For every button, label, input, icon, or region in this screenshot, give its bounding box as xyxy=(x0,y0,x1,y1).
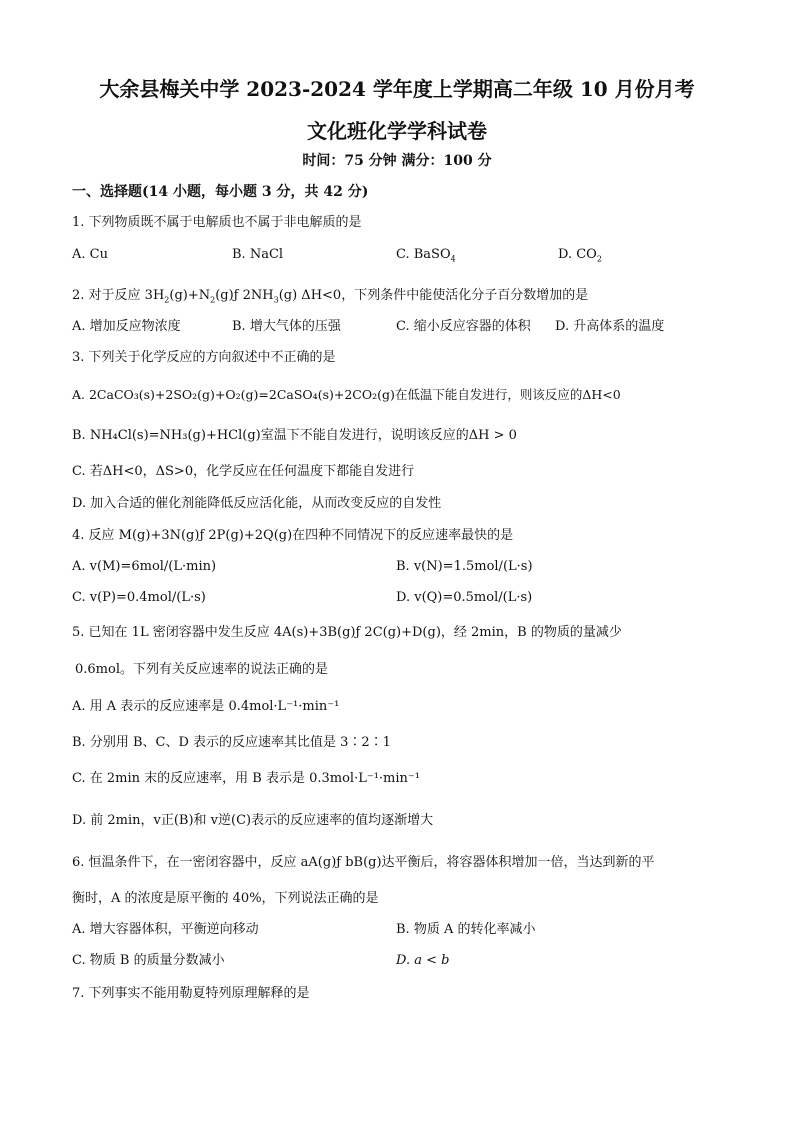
question-4-option-d: D. v(Q)=0.5mol/(L·s) xyxy=(396,590,533,605)
question-2-stem: 2. 对于反应 $3H_2(g)+N_2(g)ƒ$ $2NH_3(g)$ ΔH<0，下列条件中能使活化分子百分数增加的是 xyxy=(72,288,589,305)
question-4-option-a: A. v(M)=6mol/(L·min) xyxy=(72,559,217,574)
question-3-option-d: D. 加入合适的催化剂能降低反应活化能，从而改变反应的自发性 xyxy=(72,496,442,511)
question-2-option-c: C. 缩小反应容器的体积 xyxy=(396,319,531,334)
question-2-option-a: A. 增加反应物浓度 xyxy=(72,319,181,334)
question-6-option-a: A. 增大容器体积，平衡逆向移动 xyxy=(72,922,259,937)
question-6-option-c: C. 物质 B 的质量分数减小 xyxy=(72,953,225,968)
question-1-option-a: A. Cu xyxy=(72,247,108,262)
exam-title: 大余县梅关中学 2023-2024 学年度上学期高二年级 10 月份月考 xyxy=(99,77,695,101)
section-heading: 一、选择题(14 小题，每小题 3 分，共 42 分) xyxy=(72,184,369,200)
question-1-option-d: D. $CO_2$ xyxy=(558,247,602,264)
question-6-stem-line2: 衡时，A 的浓度是原平衡的 40%，下列说法正确的是 xyxy=(72,891,379,906)
question-6-stem-line1: 6. 恒温条件下，在一密闭容器中，反应 aA(g)ƒ bB(g)达平衡后，将容器体积增加一倍，当达到新的平 xyxy=(72,855,655,870)
question-1-option-c: C. BaSO$_4$ xyxy=(396,247,456,264)
question-3-option-b: B. NH₄Cl(s)=NH₃(g)+HCl(g)室温下不能自发进行，说明该反应的ΔH > 0 xyxy=(72,428,517,443)
question-2-option-d: D. 升高体系的温度 xyxy=(555,319,665,334)
exam-subtitle: 文化班化学学科试卷 xyxy=(307,119,487,143)
exam-info: 时间：75 分钟 满分：100 分 xyxy=(302,153,492,169)
question-4-option-c: C. v(P)=0.4mol/(L·s) xyxy=(72,590,206,605)
question-5-stem-line1: 5. 已知在 1L 密闭容器中发生反应 4A(s)+3B(g)ƒ 2C(g)+D(g)，经 2min，B 的物质的量减少 xyxy=(72,625,622,640)
question-5-option-b: B. 分别用 B、C、D 表示的反应速率其比值是 3∶2∶1 xyxy=(72,735,391,750)
question-5-stem-line2: 0.6mol。下列有关反应速率的说法正确的是 xyxy=(75,662,328,677)
question-5-option-c: C. 在 2min 末的反应速率，用 B 表示是 0.3mol·L⁻¹·min⁻¹ xyxy=(72,771,420,786)
question-6-option-b: B. 物质 A 的转化率减小 xyxy=(396,922,536,937)
question-3-option-c: C. 若ΔH<0，ΔS>0，化学反应在任何温度下都能自发进行 xyxy=(72,464,415,479)
question-3-option-a: A. 2CaCO₃(s)+2SO₂(g)+O₂(g)=2CaSO₄(s)+2CO₂(g)在低温下能自发进行，则该反应的ΔH<0 xyxy=(72,387,621,402)
question-1-option-b: B. NaCl xyxy=(232,247,284,262)
question-5-option-a: A. 用 A 表示的反应速率是 0.4mol·L⁻¹·min⁻¹ xyxy=(72,699,340,714)
question-5-option-d: D. 前 2min，v正(B)和 v逆(C)表示的反应速率的值均逐渐增大 xyxy=(72,813,434,828)
question-7-stem: 7. 下列事实不能用勒夏特列原理解释的是 xyxy=(72,986,310,1001)
question-3-stem: 3. 下列关于化学反应的方向叙述中不正确的是 xyxy=(72,350,336,365)
question-6-option-d: D. a < b xyxy=(396,953,450,968)
question-1-stem: 1. 下列物质既不属于电解质也不属于非电解质的是 xyxy=(72,215,362,230)
question-2-option-b: B. 增大气体的压强 xyxy=(232,319,341,334)
question-4-stem: 4. 反应 M(g)+3N(g)ƒ 2P(g)+2Q(g)在四种不同情况下的反应速率最快的是 xyxy=(72,528,514,543)
question-4-option-b: B. v(N)=1.5mol/(L·s) xyxy=(396,559,533,574)
